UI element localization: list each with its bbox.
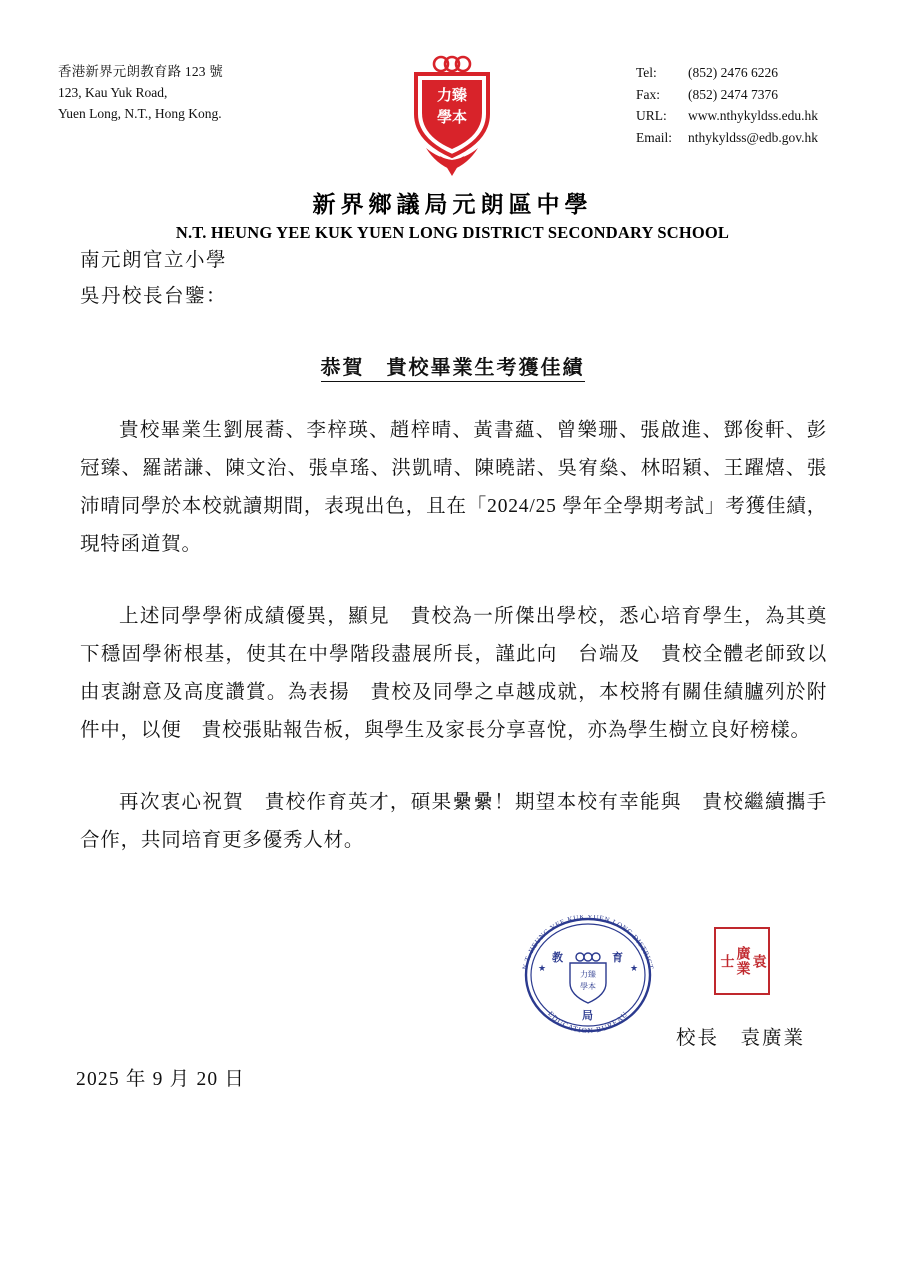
contact-value-fax: (852) 2474 7376: [688, 86, 778, 102]
recipient-person: 吳丹校長台鑒：: [80, 286, 228, 308]
svg-text:育: 育: [612, 952, 623, 964]
letter-title: [0, 351, 905, 380]
letter-paragraph-1: 貴校畢業生劉展蕎、李梓瑛、趙梓晴、黃書蘊、曾樂珊、張啟進、鄧俊軒、彭冠臻、羅諾謙、陳文治、張卓瑤、洪凱晴、陳曉諾、吳宥燊、林昭穎、王躍熺、張沛晴同學於本校就讀期間，表現出色，且在「2024/25 學年全學期考試」考獲佳績，現特函道賀。: [80, 420, 827, 556]
red-seal-col-2: 廣業: [734, 946, 750, 976]
svg-text:N.T. HEUNG YEE KUK YUEN LONG D: N.T. HEUNG YEE KUK YUEN LONG DISTRICT: [521, 915, 655, 971]
school-name-block: [0, 190, 905, 243]
contact-label-tel: Tel:: [636, 65, 657, 80]
red-seal-col-1: 袁: [750, 953, 766, 969]
address-line-cn: 香港新界元朗教育路 123 號: [58, 64, 223, 79]
school-address: [58, 62, 223, 125]
contact-label-url: URL:: [636, 108, 667, 124]
svg-text:力臻: 力臻: [436, 88, 468, 104]
svg-text:學本: 學本: [580, 982, 596, 991]
svg-text:EDUCATION BUREAU: EDUCATION BUREAU: [546, 1009, 630, 1035]
svg-text:★: ★: [629, 963, 639, 973]
contact-label-email: Email:: [636, 129, 672, 145]
letter-paragraph-3: 再次衷心祝賀 貴校作育英才，碩果纍纍！期望本校有幸能與 貴校繼續攜手合作，共同培育更多優秀人材。: [80, 792, 827, 852]
letterhead: [0, 52, 905, 242]
svg-text:局: 局: [582, 1010, 593, 1022]
contact-row-fax: [636, 84, 818, 106]
address-line-en-1: 123, Kau Yuk Road,: [58, 84, 168, 100]
contact-value-tel: (852) 2476 6226: [688, 65, 778, 80]
principal-signature: 校長 袁廣業: [676, 1028, 806, 1049]
contact-row-email: [636, 127, 818, 149]
school-contacts: [636, 62, 818, 148]
contact-row-tel: [636, 62, 818, 84]
red-chop-seal-icon: [714, 927, 770, 995]
contact-row-url: [636, 105, 818, 127]
svg-text:教: 教: [552, 952, 563, 964]
letter-body: [0, 243, 905, 860]
recipient-block: [80, 243, 905, 315]
letter-paragraph-2: 上述同學學術成績優異，顯見 貴校為一所傑出學校，悉心培育學生，為其奠下穩固學術根基，使其在中學階段盡展所長，謹此向 台端及 貴校全體老師致以由衷謝意及高度讚賞。為表揚 貴校及同學之卓越成就，本校將有關佳績臚列於附件中，以便 貴校張貼報告板，與學生及家長分享喜悅，亦為學生樹立良好榜樣。: [80, 606, 827, 742]
contact-label-fax: Fax:: [636, 86, 661, 102]
school-name-en: N.T. HEUNG YEE KUK YUEN LONG DISTRICT SECONDARY SCHOOL: [175, 222, 730, 242]
school-crest-icon: [396, 52, 508, 176]
svg-text:★: ★: [537, 963, 547, 973]
svg-text:學本: 學本: [436, 110, 468, 126]
svg-text:力臻: 力臻: [580, 970, 596, 979]
red-seal-col-3: 士: [718, 953, 734, 969]
address-line-en-2: Yuen Long, N.T., Hong Kong.: [58, 105, 222, 121]
recipient-school: 南元朗官立小學: [80, 250, 228, 271]
school-name-cn: 新界鄉議局元朗區中學: [312, 192, 593, 217]
letter-date: 2025 年 9 月 20 日: [76, 1069, 246, 1090]
contact-value-url[interactable]: www.nthykyldss.edu.hk: [688, 108, 818, 124]
contact-value-email[interactable]: nthykyldss@edb.gov.hk: [688, 129, 819, 145]
education-bureau-stamp-icon: [508, 915, 668, 1035]
letter-title-text: 恭賀 貴校畢業生考獲佳績: [321, 357, 585, 382]
